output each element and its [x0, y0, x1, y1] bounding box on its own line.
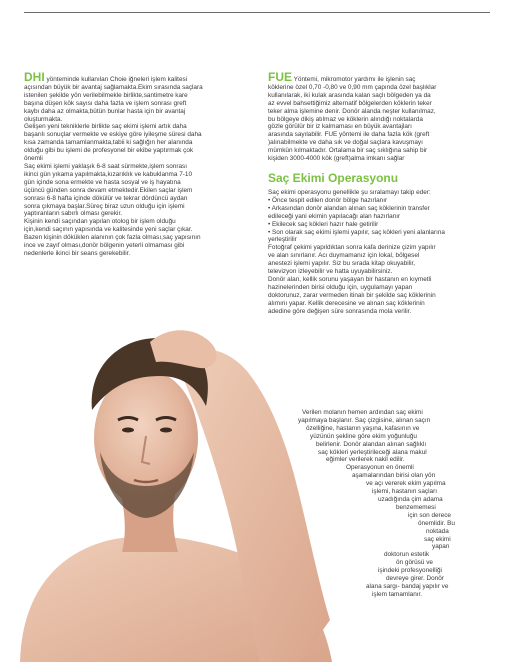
- fue-lead: FUE: [268, 70, 292, 84]
- dhi-lead: DHI: [24, 70, 45, 84]
- man-photo: [0, 290, 370, 662]
- dhi-section: [24, 72, 249, 258]
- fue-section: [268, 72, 492, 315]
- operasyon-title: Saç Ekimi Operasyonu: [268, 170, 399, 185]
- fue-paragraph: FUE Yöntemi, mikromotor yardımı ile işlenin saç köklerine özel 0,70 -0,80 ve 0,90 mm çapında özel başlıklar kullanılarak, iki kulak arasında kalan saçlı bölgeden ya da az evvel bahsettiğimiz alternatif bölgelerden köklerin teker teker alma işlemine denir. Donör alanda neşter kullanılmaz, bu bölgeye dikiş atılmaz ve köklerin alındığı noktalarda gözle görülür bir iz kalmaması en büyük avantajları arasında sayılabilir. FUE yöntemi ile daha fazla kök (greft )alınabilmekte ve daha sık ve doğal saçlara kavuşmayı mümkün kılmaktadır. Ortalama bir saç sıklığına sahip bir kişiden 3000-4000 kök (greft)alma imkanı sağlar: [268, 70, 437, 163]
- operasyon-intro: Saç ekimi operasyonu genellikle şu sıralamayı takip eder: • Önce tespit edilen donör bölge hazırlanır • Arkasından donör alandan alınan saç köklerinin transfer edileceği yani ekimin yapılacağı alan hazırlanır • Ekilecek saç kökleri hazır hale getirilir • Son olarak saç ekimi işlemi yapılır, saç kökleri yeni alanlarına yerleştirilir Fotoğraf çekimi yapıldıktan sonra kafa derinize çizim yapılır ve alan sınırlanır. Acı duymamanız için lokal, bölgesel anestezi işlemi yapılır. Siz bu sırada kitap okuyabilir, televizyon izleyebilir ve hatta uyuyabilirsiniz. Donör alan, kellik sorunu yaşayan bir hastanın en kıymetli hazinelerinden birisi olduğu için, uygulamayı yapan doktorunuz, zarar vermeden itinalı bir şekilde saç köklerinin alımını yapar. Kellik derecesine ve alınan saç köklerinin adedine göre değişen süre sonrasında mola verilir.: [268, 188, 445, 315]
- dhi-paragraph: DHI yönteminde kullanılan Choie iğneleri işlem kalitesi açısından büyük bir avantaj sağlamakta.Ekim sırasında saçlara istenilen şekilde yön verilebilmekle birlikte,santimetre kare başına düşen kök sayısı daha fazla ve işlem sonrası greft kaybı daha az olmakta,bütün bunlar hasta için bir avantaj oluşturmakta. Gelişen yeni tekniklerle birlikte saç ekimi işlemi artık daha başarılı sonuçlar vermekte ve eskiye göre iyileşme süresi daha kısa zamanda tamamlanmakta,tabii ki sağlığın her alanında olduğu gibi bu işlemi de profesyonel bir ekibe yaptırmak çok önemli Saç ekimi işlemi yaklaşık 6-8 saat sürmekte,işlem sonrası ikinci gün yıkama yapılmakta,kızarıklık ve kabuklanma 7-10 gün içinde sona ermekte ve hasta sosyal ve iş hayatına üçüncü günden sonra devam etmektedir.Ekilen saçlar işlem sonrası 6-8 hafta içinde dökülür ve tekrar dördüncü aydan sonra çıkmaya başlar.Süreç biraz uzun olduğu için işlemi yaptıranların sabırlı olması gerekir. Kişinin kendi saçından yapılan otolog bir işlem olduğu için,kendi saçının yapısında ve kalitesinde yeni saçlar çıkar. Bazen kişinin döküklen alanının çok fazla olması,saç yapısının ince ve zayıf olması,donör bölgenin yeterli olmaması gibi nedenlerle ikinci bir seans gerekebilir.: [24, 70, 203, 257]
- top-rule: [24, 12, 490, 13]
- operasyon-wrapped-text: Verilen molanın hemen ardından saç ekimi yapılmaya başlanır. Saç çizgisine, alınan saçın özelliğine, hastanın yaşına, kafasının ve yüzünün şekline göre ekim yoğunluğu belirlenir. Donör alandan alınan sağlıklı saç kökleri yerleştirileceği alana makul eğimler verilerek nakil edilir. Operasyonun en önemli aşamalarından birisi olan yön ve açı vererek ekim yapılma işlemi, hastanın saçları uzadığında çim adama benzememesi için son derece önemlidir. Bu noktada saç ekimi yapan doktorun estetik ön görüsü ve işindeki profesyonelliği devreye girer. Donör alana sargı- bandaj yapılır ve işlem tamamlanır.: [298, 409, 455, 598]
